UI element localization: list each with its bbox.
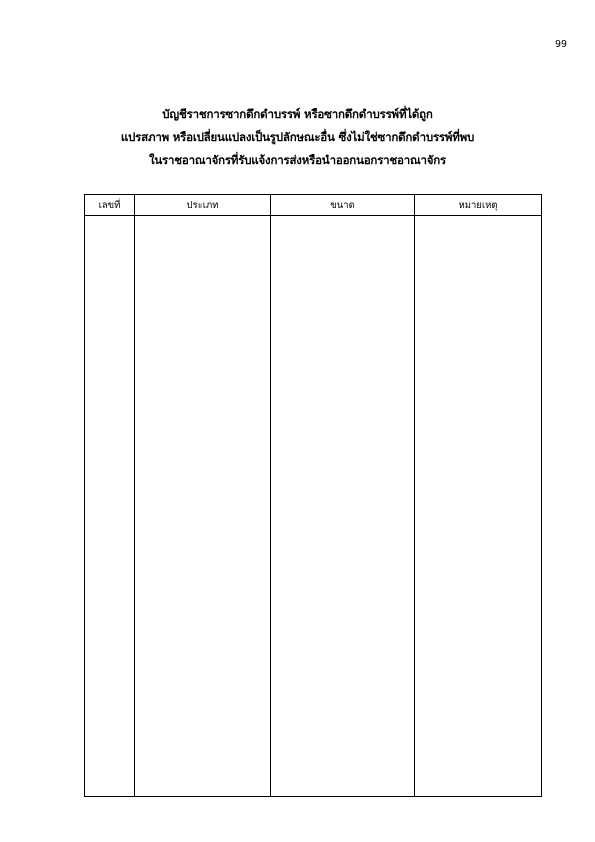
cell-size [271,216,415,797]
title-line-3: ในราชอาณาจักรที่รับแจ้งการส่งหรือนำออกนอกราชอาณาจักร [148,153,447,167]
title-line-1: บัญชีราชการซากดึกดำบรรพ์ หรือซากดึกดำบรรพ์ที่ได้ถูก [162,107,433,121]
table-body-row [85,216,542,797]
header-size: ขนาด [271,195,415,216]
table-header-row [85,195,542,216]
cell-number [85,216,135,797]
header-type: ประเภท [135,195,271,216]
document-title [0,103,595,172]
page-number: 99 [554,39,567,50]
header-remark: หมายเหตุ [415,195,542,216]
register-table [84,194,542,797]
title-line-2: แปรสภาพ หรือเปลี่ยนแปลงเป็นรูปลักษณะอื่น ซึ่งไม่ใช่ซากดึกดำบรรพ์ที่พบ [120,130,475,144]
cell-type [135,216,271,797]
cell-remark [415,216,542,797]
header-number: เลขที่ [85,195,135,216]
